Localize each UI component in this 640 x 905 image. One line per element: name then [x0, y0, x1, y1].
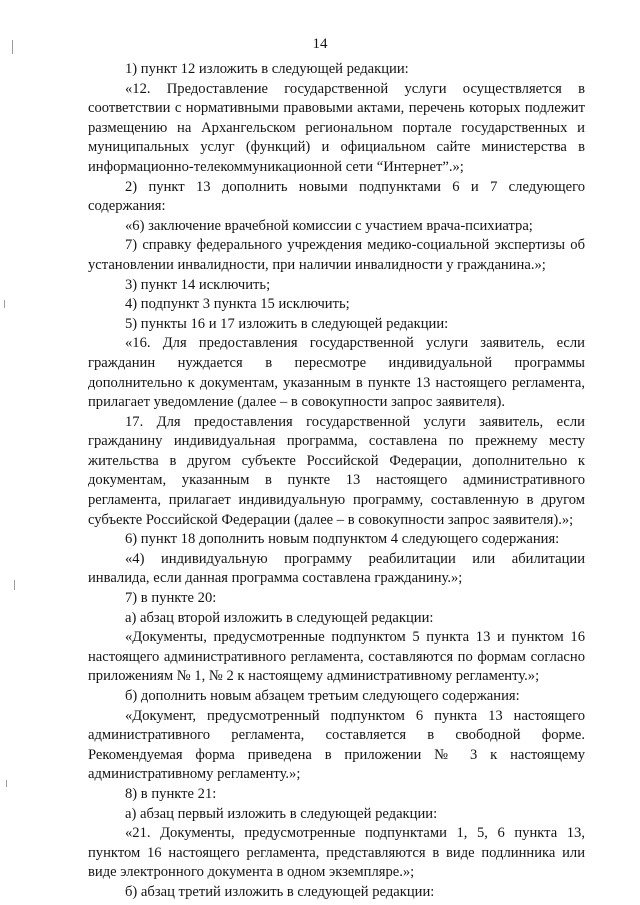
paragraph: 5) пункты 16 и 17 изложить в следующей редакции: [125, 315, 449, 332]
paragraph: а) абзац первый изложить в следующей редакции: [125, 805, 438, 822]
scan-mark [6, 780, 7, 787]
paragraph: б) дополнить новым абзацем третьим следующего содержания: [125, 688, 520, 704]
paragraph: «6) заключение врачебной комиссии с участием врача-психиатра; [125, 217, 533, 234]
scan-mark [4, 300, 5, 308]
scan-mark [14, 580, 15, 590]
scan-mark [12, 40, 13, 54]
paragraph: 2) пункт 13 дополнить новыми подпунктами 6 и 7 следующего содержания: [88, 178, 585, 215]
document-body [88, 60, 585, 903]
paragraph: «4) индивидуальную программу реабилитации или абилитации инвалида, если данная программа составлена гражданину.»; [88, 550, 585, 587]
paragraph: «Документы, предусмотренные подпунктом 5 пункта 13 и пунктом 16 настоящего административного регламента, составляются по формам согласно приложениям № 1, № 2 к настоящему административному регламенту.»; [88, 629, 585, 685]
page-number: 14 [312, 36, 328, 52]
paragraph: а) абзац второй изложить в следующей редакции: [125, 609, 434, 626]
paragraph: 17. Для предоставления государственной услуги заявитель, если гражданину индивидуальная программа, составлена по прежнему месту жительства в другом субъекте Российской Федерации, дополнительно к документам, указанным в пункте 13 настоящего административного регламента, прилагает индивидуальную программу, составленную в другом субъекте Российской Федерации (далее – в совокупности запрос заявителя).»; [88, 413, 585, 528]
paragraph: б) абзац третий изложить в следующей редакции: [125, 883, 435, 900]
paragraph: 8) в пункте 21: [125, 785, 217, 802]
paragraph: 3) пункт 14 исключить; [125, 276, 271, 293]
paragraph: 6) пункт 18 дополнить новым подпунктом 4 следующего содержания: [125, 531, 560, 548]
paragraph: «Документ, предусмотренный подпунктом 6 пункта 13 настоящего административного регламента, составляется в свободной форме. Рекомендуемая форма приведена в приложении № 3 к настоящему административному регламенту.»; [88, 707, 585, 783]
paragraph: «16. Для предоставления государственной услуги заявитель, если гражданин нуждается в пересмотре индивидуальной программы дополнительно к документам, указанным в пункте 13 настоящего регламента, прилагает уведомление (далее – в совокупности запрос заявителя). [88, 335, 585, 411]
paragraph: 1) пункт 12 изложить в следующей редакции: [125, 61, 409, 77]
paragraph: «21. Документы, предусмотренные подпунктами 1, 5, 6 пункта 13, пунктом 16 настоящего регламента, представляются в виде подлинника или виде электронного документа в одном экземпляре.»; [88, 825, 585, 881]
paragraph: 7) справку федерального учреждения медико-социальной экспертизы об установлении инвалидности, при наличии инвалидности у гражданина.»; [88, 237, 585, 273]
paragraph: 7) в пункте 20: [125, 590, 217, 607]
paragraph: 4) подпункт 3 пункта 15 исключить; [125, 296, 350, 313]
paragraph: «12. Предоставление государственной услуги осуществляется в соответствии с нормативными правовыми актами, перечень которых подлежит размещению на Архангельском региональном портале государственных и муниципальных услуг (функций) и официальном сайте министерства в информационно-телекоммуникационной сети “Интернет”.»; [88, 80, 585, 175]
